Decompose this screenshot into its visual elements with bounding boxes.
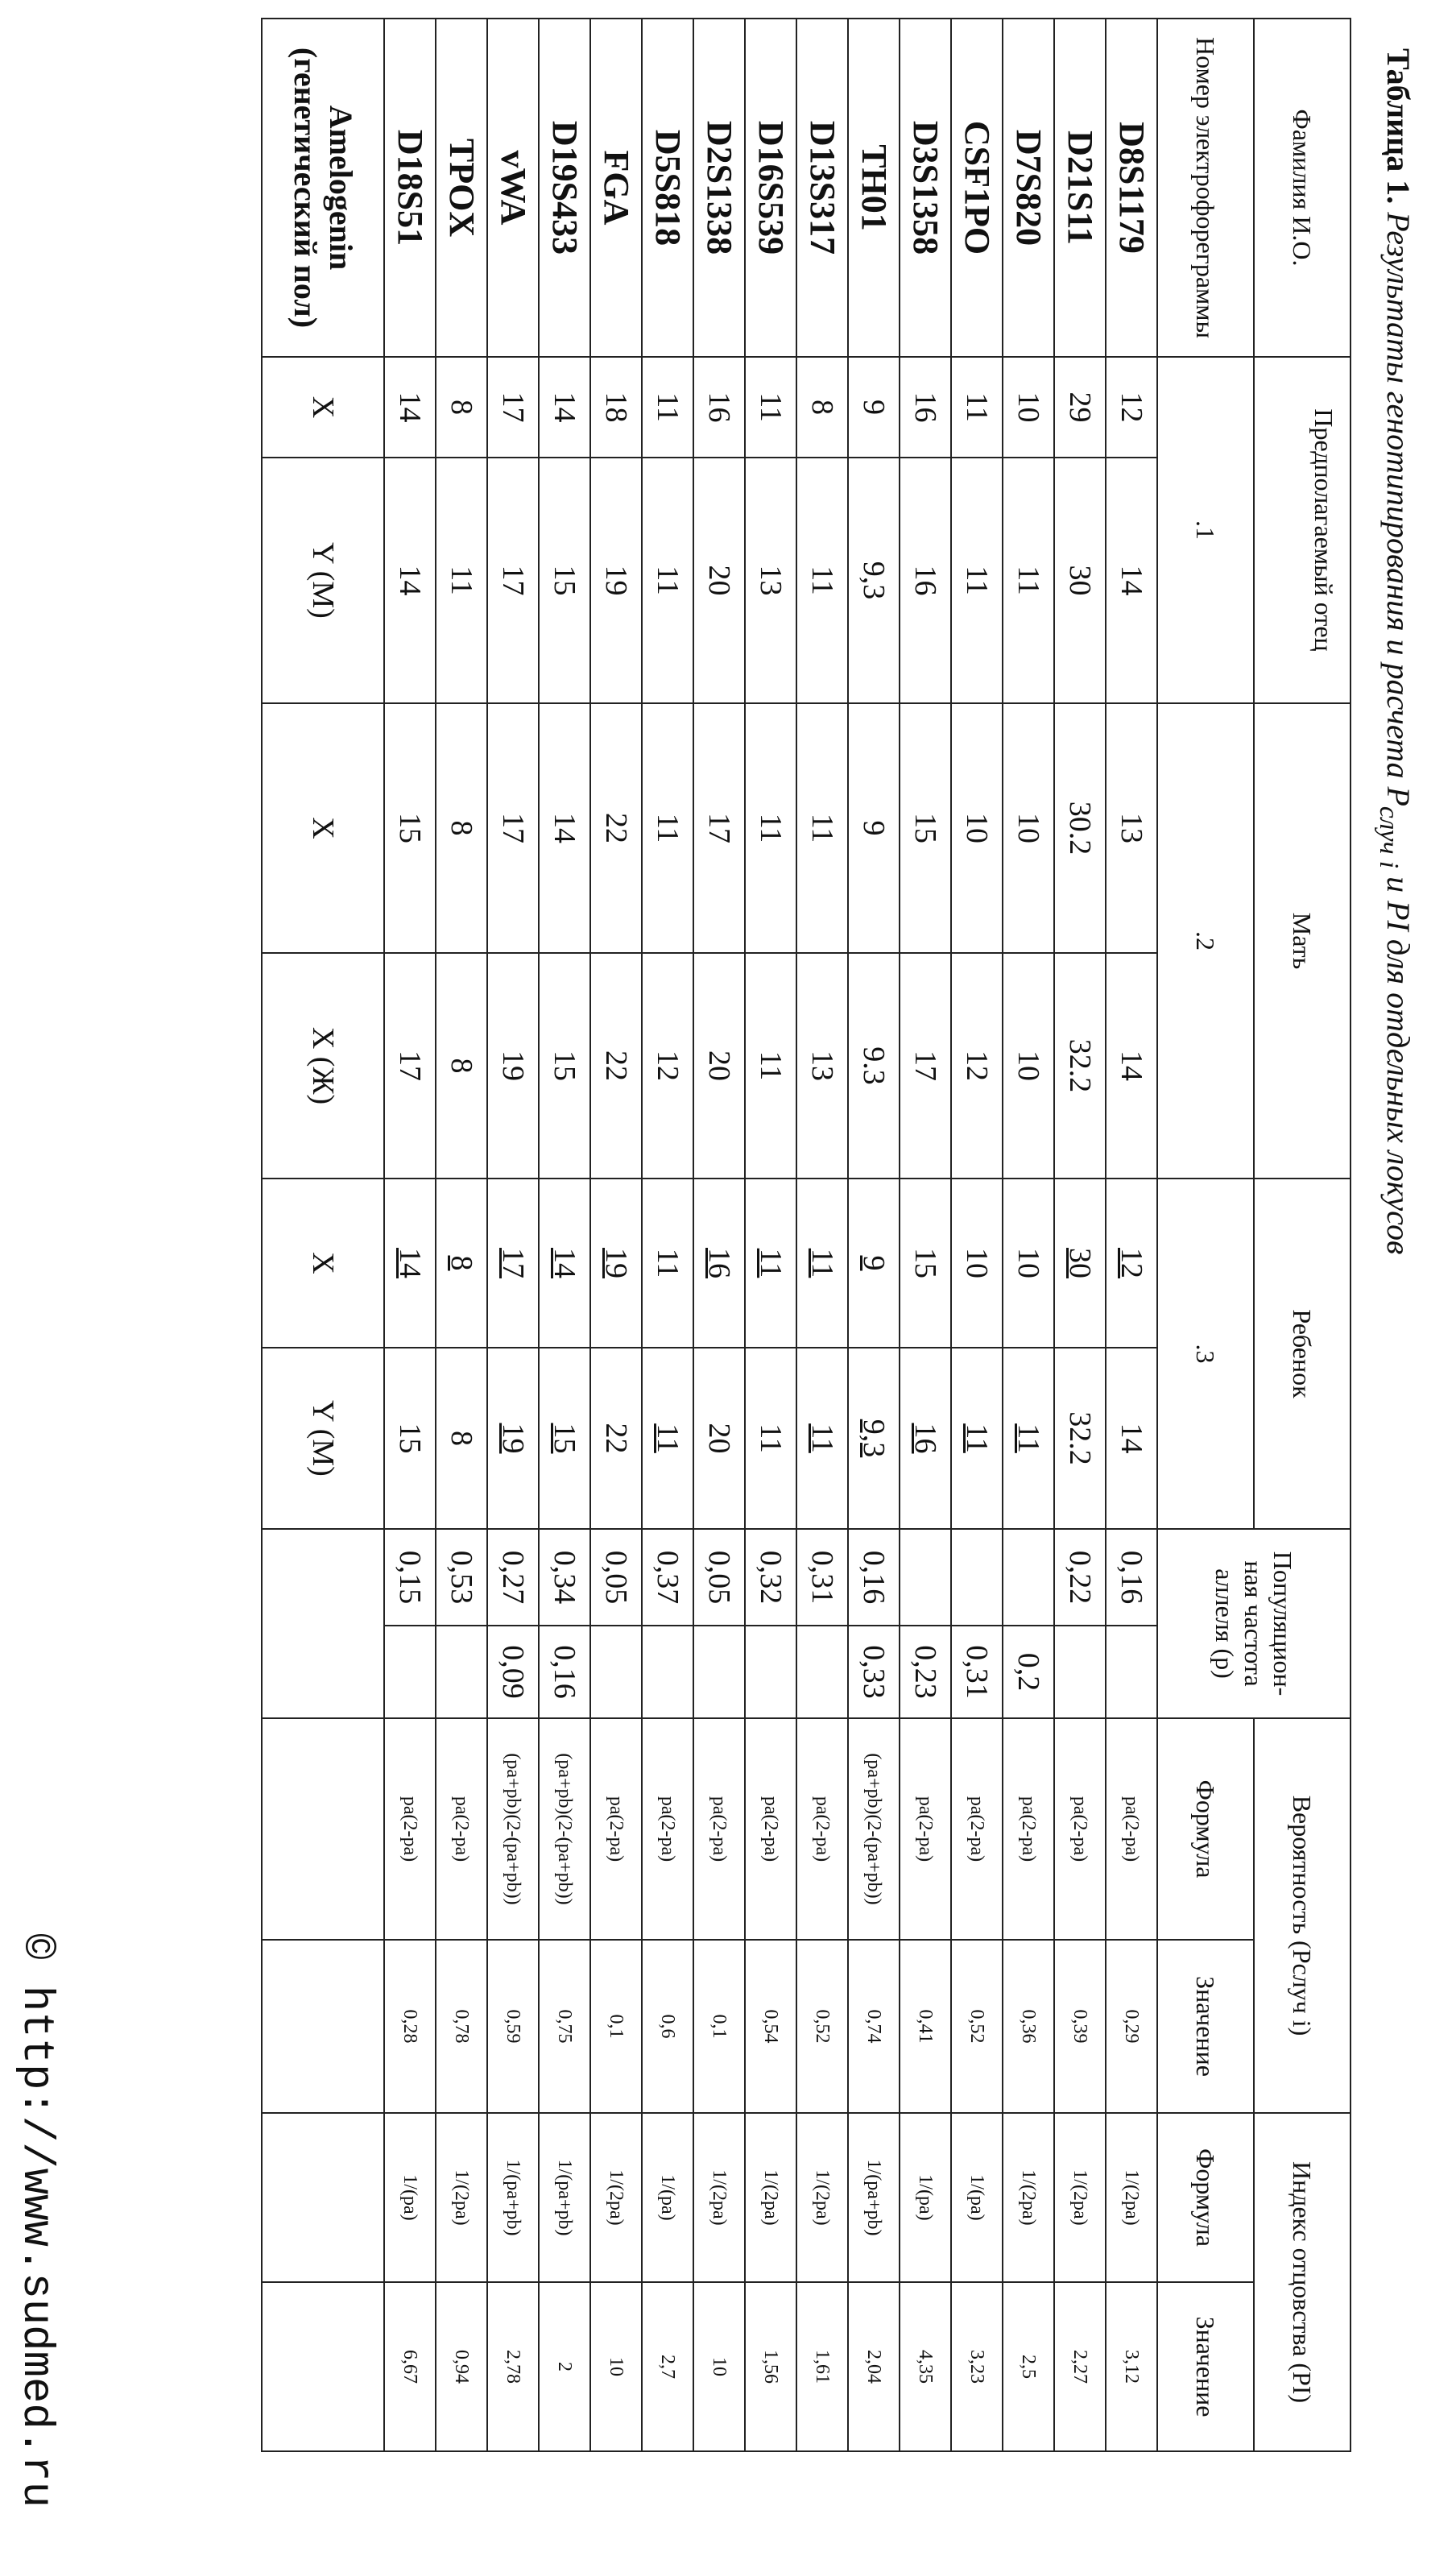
father-sex-allele-2: Y (M) (262, 458, 384, 703)
mother-allele-1: 17 (487, 703, 539, 953)
frequency-a (951, 1529, 1003, 1626)
mother-allele-1: 17 (693, 703, 745, 953)
probability-value: 0,29 (1106, 1940, 1157, 2113)
probability-value: 0,41 (900, 1940, 951, 2113)
pi-formula: 1/(2pa) (1106, 2113, 1157, 2282)
mother-allele-1: 13 (1106, 703, 1157, 953)
pi-value: 3,12 (1106, 2282, 1157, 2451)
amelogenin-frequency (262, 1529, 384, 1718)
probability-formula: pa(2-pa) (1003, 1718, 1054, 1940)
probability-formula: pa(2-pa) (900, 1718, 951, 1940)
frequency-b (436, 1626, 487, 1718)
child-allele-1: 11 (796, 1179, 848, 1348)
pi-value: 10 (693, 2282, 745, 2451)
father-allele-2: 11 (796, 458, 848, 703)
frequency-b: 0,23 (900, 1626, 951, 1718)
father-allele-2: 11 (436, 458, 487, 703)
frequency-b: 0,31 (951, 1626, 1003, 1718)
mother-allele-1: 14 (539, 703, 590, 953)
frequency-b: 0,33 (848, 1626, 900, 1718)
mother-number: .2 (1157, 703, 1254, 1179)
mother-allele-2: 14 (1106, 953, 1157, 1179)
locus-cell: CSF1PO (951, 19, 1003, 357)
caption-label: Таблица 1. (1380, 48, 1417, 205)
mother-allele-2: 17 (900, 953, 951, 1179)
frequency-a: 0,16 (848, 1529, 900, 1626)
table-row (1003, 19, 1054, 2451)
probability-value: 0,39 (1054, 1940, 1106, 2113)
child-allele-2: 11 (1003, 1348, 1054, 1529)
father-allele-1: 12 (1106, 357, 1157, 458)
child-allele-1: 10 (1003, 1179, 1054, 1348)
probability-value: 0,36 (1003, 1940, 1054, 2113)
frequency-b (745, 1626, 796, 1718)
child-allele-2: 15 (384, 1348, 436, 1529)
child-number: .3 (1157, 1179, 1254, 1529)
locus-cell: D7S820 (1003, 19, 1054, 357)
mother-allele-2: 12 (642, 953, 693, 1179)
child-allele-2: 8 (436, 1348, 487, 1529)
table-row (384, 19, 436, 2451)
child-allele-2: 14 (1106, 1348, 1157, 1529)
frequency-b: 0,16 (539, 1626, 590, 1718)
mother-sex-allele-1: X (262, 703, 384, 953)
header-paternity-index: Индекс отцовства (PI) (1254, 2113, 1351, 2451)
probability-formula: pa(2-pa) (1054, 1718, 1106, 1940)
probability-value: 0,1 (590, 1940, 642, 2113)
pi-formula: 1/(2pa) (1054, 2113, 1106, 2282)
child-allele-2: 19 (487, 1348, 539, 1529)
child-allele-2: 22 (590, 1348, 642, 1529)
amelogenin-row (262, 19, 384, 2451)
pi-formula: 1/(pa) (642, 2113, 693, 2282)
header-pi-value: Значение (1157, 2282, 1254, 2451)
locus-cell: TH01 (848, 19, 900, 357)
probability-formula: pa(2-pa) (436, 1718, 487, 1940)
mother-allele-2: 9.3 (848, 953, 900, 1179)
father-allele-2: 9,3 (848, 458, 900, 703)
header-name: Фамилия И.О. (1254, 19, 1351, 357)
genotype-table (261, 18, 1351, 2452)
pi-value: 1,61 (796, 2282, 848, 2451)
child-allele-1: 30 (1054, 1179, 1106, 1348)
pi-value: 0,94 (436, 2282, 487, 2451)
mother-allele-2: 10 (1003, 953, 1054, 1179)
header-population-frequency: Популяцион-ная частота аллеля (p) (1157, 1529, 1351, 1718)
pi-formula: 1/(2pa) (745, 2113, 796, 2282)
frequency-a: 0,15 (384, 1529, 436, 1626)
pi-value: 2 (539, 2282, 590, 2451)
probability-value: 0,75 (539, 1940, 590, 2113)
probability-formula: (pa+pb)(2-(pa+pb)) (539, 1718, 590, 1940)
pi-formula: 1/(pa) (384, 2113, 436, 2282)
frequency-a: 0,34 (539, 1529, 590, 1626)
mother-allele-1: 11 (796, 703, 848, 953)
probability-formula: pa(2-pa) (642, 1718, 693, 1940)
father-allele-2: 11 (1003, 458, 1054, 703)
father-allele-1: 14 (384, 357, 436, 458)
header-electrophoregram-number: Номер электрофореграммы (1157, 19, 1254, 357)
child-allele-1: 11 (745, 1179, 796, 1348)
pi-value: 6,67 (384, 2282, 436, 2451)
probability-formula: pa(2-pa) (590, 1718, 642, 1940)
mother-allele-1: 11 (745, 703, 796, 953)
child-allele-2: 32.2 (1054, 1348, 1106, 1529)
probability-formula: pa(2-pa) (693, 1718, 745, 1940)
pi-value: 1,56 (745, 2282, 796, 2451)
frequency-b: 0,2 (1003, 1626, 1054, 1718)
father-allele-1: 18 (590, 357, 642, 458)
pi-formula: 1/(pa+pb) (848, 2113, 900, 2282)
frequency-b: 0,09 (487, 1626, 539, 1718)
table-row (848, 19, 900, 2451)
probability-value: 0,59 (487, 1940, 539, 2113)
frequency-b (693, 1626, 745, 1718)
amelogenin-prob-value (262, 1940, 384, 2113)
father-allele-1: 8 (796, 357, 848, 458)
probability-formula: pa(2-pa) (384, 1718, 436, 1940)
table-body (262, 19, 1157, 2451)
header-father: Предполагаемый отец (1254, 357, 1351, 703)
pi-formula: 1/(2pa) (796, 2113, 848, 2282)
table-row (487, 19, 539, 2451)
father-allele-2: 13 (745, 458, 796, 703)
father-allele-1: 9 (848, 357, 900, 458)
child-allele-2: 9,3 (848, 1348, 900, 1529)
probability-formula: pa(2-pa) (1106, 1718, 1157, 1940)
amelogenin-pi-formula (262, 2113, 384, 2282)
child-sex-allele-2: Y (M) (262, 1348, 384, 1529)
mother-allele-2: 11 (745, 953, 796, 1179)
probability-value: 0,6 (642, 1940, 693, 2113)
pi-value: 3,23 (951, 2282, 1003, 2451)
father-allele-2: 30 (1054, 458, 1106, 703)
pi-formula: 1/(2pa) (693, 2113, 745, 2282)
child-allele-1: 8 (436, 1179, 487, 1348)
table-row (951, 19, 1003, 2451)
header-probability-value: Значение (1157, 1940, 1254, 2113)
frequency-a (900, 1529, 951, 1626)
header-probability-formula: Формула (1157, 1718, 1254, 1940)
father-allele-1: 11 (951, 357, 1003, 458)
mother-allele-2: 15 (539, 953, 590, 1179)
table-caption (1369, 48, 1417, 1254)
child-allele-2: 11 (796, 1348, 848, 1529)
child-allele-1: 15 (900, 1179, 951, 1348)
table-row (796, 19, 848, 2451)
caption-tail: и PI для отдельных локусов (1380, 868, 1417, 1255)
mother-allele-2: 8 (436, 953, 487, 1179)
pi-value: 10 (590, 2282, 642, 2451)
locus-cell: D5S818 (642, 19, 693, 357)
probability-formula: pa(2-pa) (745, 1718, 796, 1940)
probability-formula: pa(2-pa) (796, 1718, 848, 1940)
locus-cell: D19S433 (539, 19, 590, 357)
probability-formula: pa(2-pa) (951, 1718, 1003, 1940)
pi-value: 2,27 (1054, 2282, 1106, 2451)
mother-allele-1: 10 (951, 703, 1003, 953)
father-allele-2: 11 (642, 458, 693, 703)
child-allele-1: 14 (539, 1179, 590, 1348)
frequency-a: 0,05 (590, 1529, 642, 1626)
pi-formula: 1/(pa) (900, 2113, 951, 2282)
pi-value: 4,35 (900, 2282, 951, 2451)
pi-formula: 1/(2pa) (436, 2113, 487, 2282)
frequency-a: 0,31 (796, 1529, 848, 1626)
father-allele-2: 14 (384, 458, 436, 703)
father-allele-1: 8 (436, 357, 487, 458)
mother-allele-2: 13 (796, 953, 848, 1179)
father-allele-2: 20 (693, 458, 745, 703)
mother-sex-allele-2: X (Ж) (262, 953, 384, 1179)
probability-value: 0,52 (796, 1940, 848, 2113)
frequency-a (1003, 1529, 1054, 1626)
table-row (590, 19, 642, 2451)
frequency-a: 0,22 (1054, 1529, 1106, 1626)
probability-value: 0,28 (384, 1940, 436, 2113)
father-allele-2: 14 (1106, 458, 1157, 703)
header-child: Ребенок (1254, 1179, 1351, 1529)
watermark: © http://www.sudmed.ru (11, 1933, 60, 2508)
locus-cell: D21S11 (1054, 19, 1106, 357)
child-allele-2: 11 (951, 1348, 1003, 1529)
pi-formula: 1/(pa+pb) (487, 2113, 539, 2282)
father-allele-2: 15 (539, 458, 590, 703)
table-row (642, 19, 693, 2451)
table-row (745, 19, 796, 2451)
father-allele-1: 29 (1054, 357, 1106, 458)
mother-allele-1: 15 (900, 703, 951, 953)
child-allele-1: 16 (693, 1179, 745, 1348)
pi-formula: 1/(pa) (951, 2113, 1003, 2282)
mother-allele-1: 22 (590, 703, 642, 953)
father-allele-2: 11 (951, 458, 1003, 703)
mother-allele-2: 20 (693, 953, 745, 1179)
father-sex-allele-1: X (262, 357, 384, 458)
frequency-b (642, 1626, 693, 1718)
mother-allele-1: 11 (642, 703, 693, 953)
child-allele-1: 14 (384, 1179, 436, 1348)
mother-allele-2: 17 (384, 953, 436, 1179)
frequency-b (384, 1626, 436, 1718)
probability-value: 0,74 (848, 1940, 900, 2113)
frequency-b (796, 1626, 848, 1718)
pi-value: 2,78 (487, 2282, 539, 2451)
pi-value: 2,5 (1003, 2282, 1054, 2451)
frequency-b (1106, 1626, 1157, 1718)
father-allele-1: 10 (1003, 357, 1054, 458)
father-allele-1: 17 (487, 357, 539, 458)
child-allele-1: 11 (642, 1179, 693, 1348)
frequency-a: 0,37 (642, 1529, 693, 1626)
locus-cell: TPOX (436, 19, 487, 357)
locus-cell: vWA (487, 19, 539, 357)
child-allele-1: 12 (1106, 1179, 1157, 1348)
table-row (1054, 19, 1106, 2451)
frequency-a: 0,05 (693, 1529, 745, 1626)
father-allele-2: 19 (590, 458, 642, 703)
pi-formula: 1/(2pa) (590, 2113, 642, 2282)
father-allele-1: 16 (900, 357, 951, 458)
amelogenin-pi-value (262, 2282, 384, 2451)
mother-allele-1: 9 (848, 703, 900, 953)
child-allele-2: 15 (539, 1348, 590, 1529)
mother-allele-1: 15 (384, 703, 436, 953)
locus-cell: D2S1338 (693, 19, 745, 357)
probability-value: 0,1 (693, 1940, 745, 2113)
table-row (900, 19, 951, 2451)
father-allele-1: 16 (693, 357, 745, 458)
amelogenin-label: Amelogenin (генетический пол) (262, 19, 384, 357)
table-row (1106, 19, 1157, 2451)
frequency-a: 0,32 (745, 1529, 796, 1626)
father-allele-1: 11 (642, 357, 693, 458)
locus-cell: D3S1358 (900, 19, 951, 357)
amelogenin-prob-formula (262, 1718, 384, 1940)
father-number: .1 (1157, 357, 1254, 703)
locus-cell: D8S1179 (1106, 19, 1157, 357)
child-allele-2: 16 (900, 1348, 951, 1529)
probability-formula: (pa+pb)(2-(pa+pb)) (848, 1718, 900, 1940)
child-allele-1: 19 (590, 1179, 642, 1348)
table-row (693, 19, 745, 2451)
frequency-b (1054, 1626, 1106, 1718)
caption-text: Результаты генотипирования и расчета P (1380, 204, 1417, 806)
probability-value: 0,54 (745, 1940, 796, 2113)
mother-allele-2: 12 (951, 953, 1003, 1179)
child-allele-2: 11 (642, 1348, 693, 1529)
probability-value: 0,78 (436, 1940, 487, 2113)
pi-formula: 1/(pa+pb) (539, 2113, 590, 2282)
child-allele-1: 17 (487, 1179, 539, 1348)
frequency-b (590, 1626, 642, 1718)
locus-cell: FGA (590, 19, 642, 357)
pi-value: 2,04 (848, 2282, 900, 2451)
father-allele-2: 16 (900, 458, 951, 703)
header-mother: Мать (1254, 703, 1351, 1179)
mother-allele-1: 10 (1003, 703, 1054, 953)
father-allele-2: 17 (487, 458, 539, 703)
locus-cell: D13S317 (796, 19, 848, 357)
locus-cell: D16S539 (745, 19, 796, 357)
pi-value: 2,7 (642, 2282, 693, 2451)
frequency-a: 0,27 (487, 1529, 539, 1626)
mother-allele-2: 22 (590, 953, 642, 1179)
child-allele-1: 10 (951, 1179, 1003, 1348)
mother-allele-1: 8 (436, 703, 487, 953)
child-allele-1: 9 (848, 1179, 900, 1348)
probability-formula: (pa+pb)(2-(pa+pb)) (487, 1718, 539, 1940)
frequency-a: 0,16 (1106, 1529, 1157, 1626)
table-row (436, 19, 487, 2451)
header-pi-formula: Формула (1157, 2113, 1254, 2282)
mother-allele-2: 32.2 (1054, 953, 1106, 1179)
frequency-a: 0,53 (436, 1529, 487, 1626)
father-allele-1: 14 (539, 357, 590, 458)
child-allele-2: 20 (693, 1348, 745, 1529)
table-row (539, 19, 590, 2451)
locus-cell: D18S51 (384, 19, 436, 357)
probability-value: 0,52 (951, 1940, 1003, 2113)
father-allele-1: 11 (745, 357, 796, 458)
child-allele-2: 11 (745, 1348, 796, 1529)
child-sex-allele-1: X (262, 1179, 384, 1348)
mother-allele-1: 30.2 (1054, 703, 1106, 953)
mother-allele-2: 19 (487, 953, 539, 1179)
header-probability: Вероятность (Pслуч i) (1254, 1718, 1351, 2113)
caption-subscript: случ i (1374, 806, 1404, 869)
pi-formula: 1/(2pa) (1003, 2113, 1054, 2282)
